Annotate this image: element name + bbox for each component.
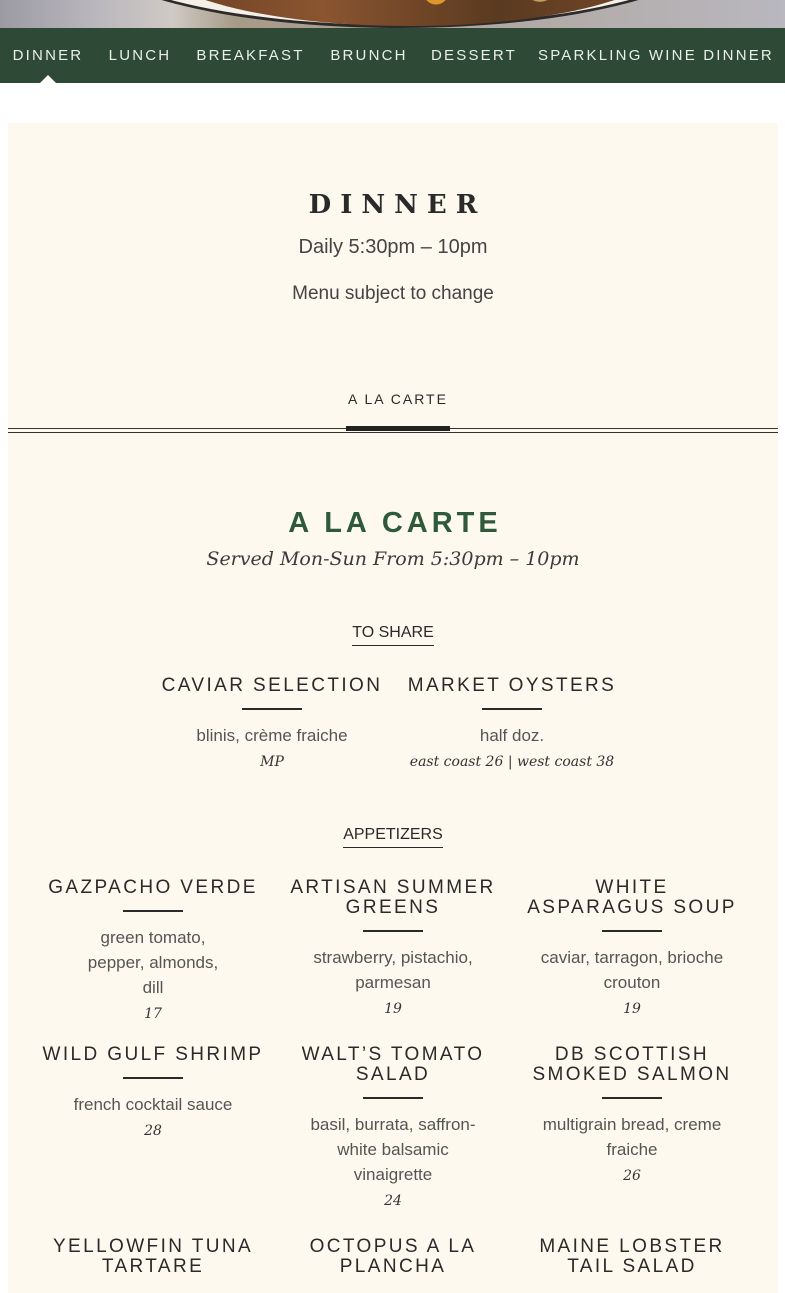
menu-item xyxy=(278,878,508,1017)
item-price: 28 xyxy=(144,1123,162,1139)
menu-item xyxy=(402,676,622,770)
item-divider xyxy=(123,1077,183,1079)
nav-item-lunch[interactable]: LUNCH xyxy=(108,47,172,64)
item-price: 26 xyxy=(623,1168,641,1184)
item-divider xyxy=(242,708,302,710)
item-price: 19 xyxy=(623,1001,641,1017)
nav-item-brunch[interactable]: BRUNCH xyxy=(330,47,408,64)
item-description: french cocktail sauce xyxy=(73,1095,233,1114)
item-divider xyxy=(602,1097,662,1099)
menu-item xyxy=(278,1045,508,1209)
menu-nav xyxy=(0,28,785,83)
item-price: MP xyxy=(260,754,284,770)
item-name: OCTOPUS A LA PLANCHA xyxy=(309,1236,477,1277)
item-name: WALT’S TOMATO SALAD xyxy=(301,1044,485,1085)
service-hours: Daily 5:30pm – 10pm xyxy=(298,236,488,258)
menu-item xyxy=(517,1045,747,1184)
menu-item xyxy=(517,878,747,1017)
active-tab-indicator xyxy=(346,426,450,431)
item-description: multigrain bread, creme fraiche xyxy=(542,1115,722,1159)
item-price: 24 xyxy=(384,1193,402,1209)
item-price: 19 xyxy=(384,1001,402,1017)
menu-panel xyxy=(8,123,778,1293)
item-name: MARKET OYSTERS xyxy=(407,675,617,696)
section-subtitle: Served Mon-Sun From 5:30pm – 10pm xyxy=(206,548,580,570)
item-name: WILD GULF SHRIMP xyxy=(42,1044,264,1065)
item-divider xyxy=(123,910,183,912)
item-divider xyxy=(363,1097,423,1099)
menu-item xyxy=(38,878,268,1022)
item-description: caviar, tarragon, brioche crouton xyxy=(540,948,724,992)
item-description: strawberry, pistachio, parmesan xyxy=(313,948,473,992)
category-appetizers xyxy=(8,826,778,848)
menu-item xyxy=(517,1237,747,1277)
item-price: 17 xyxy=(144,1006,162,1022)
nav-item-breakfast[interactable]: BREAKFAST xyxy=(196,47,305,64)
category-label[interactable]: TO SHARE xyxy=(352,624,434,646)
tabs-divider-bottom xyxy=(8,432,778,433)
item-divider xyxy=(363,930,423,932)
nav-item-dessert[interactable]: DESSERT xyxy=(431,47,517,64)
category-to-share xyxy=(8,624,778,646)
item-name: GAZPACHO VERDE xyxy=(48,877,258,898)
item-divider xyxy=(602,930,662,932)
menu-item xyxy=(38,1045,268,1139)
item-name: YELLOWFIN TUNA TARTARE xyxy=(52,1236,254,1277)
tab-a-la-carte[interactable]: A LA CARTE xyxy=(348,391,448,407)
menu-item xyxy=(38,1237,268,1277)
item-name: MAINE LOBSTER TAIL SALAD xyxy=(539,1236,725,1277)
category-label[interactable]: APPETIZERS xyxy=(343,826,443,848)
item-description: green tomato, pepper, almonds, dill xyxy=(87,928,219,997)
item-name: DB SCOTTISH SMOKED SALMON xyxy=(532,1044,732,1085)
item-name: ARTISAN SUMMER GREENS xyxy=(290,877,496,918)
item-name: CAVIAR SELECTION xyxy=(161,675,383,696)
item-divider xyxy=(482,708,542,710)
item-description: blinis, crème fraiche xyxy=(196,726,348,745)
menu-item xyxy=(278,1237,508,1277)
menu-item xyxy=(152,676,392,770)
nav-item-sparkling-wine-dinner[interactable]: SPARKLING WINE DINNER xyxy=(538,47,774,64)
nav-item-dinner[interactable]: DINNER xyxy=(0,28,96,83)
item-name: WHITE ASPARAGUS SOUP xyxy=(527,877,737,918)
menu-note: Menu subject to change xyxy=(292,283,494,304)
hero-image xyxy=(0,0,785,28)
item-description: basil, burrata, saffron-white balsamic vinaigrette xyxy=(310,1115,476,1184)
section-title: A LA CARTE xyxy=(288,507,502,539)
page-title: DINNER xyxy=(308,190,487,220)
item-price: east coast 26 | west coast 38 xyxy=(409,754,615,770)
menu-tabs xyxy=(8,385,778,433)
item-description: half doz. xyxy=(479,726,545,745)
